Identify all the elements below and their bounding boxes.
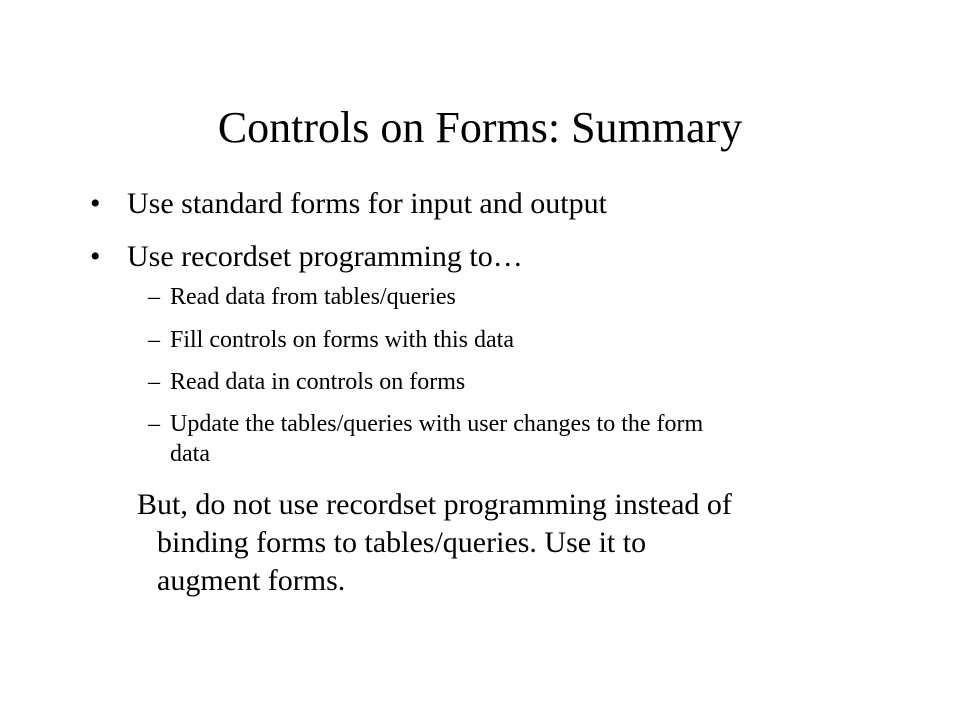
closing-note-line: But, do not use recordset programming instead of — [137, 488, 732, 521]
sub-bullet-continuation: data — [170, 441, 210, 467]
sub-bullet-text: Update the tables/queries with user changes to the form — [170, 411, 704, 437]
sub-bullet-mark: – — [148, 284, 160, 310]
sub-bullet-text: Read data from tables/queries — [170, 284, 456, 310]
sub-bullet-text: Fill controls on forms with this data — [170, 327, 514, 353]
sub-bullet-mark: – — [148, 411, 160, 437]
sub-bullet-mark: – — [148, 327, 160, 353]
bullet-text: Use recordset programming to… — [127, 240, 523, 273]
bullet-mark: • — [90, 240, 101, 273]
closing-note-line: binding forms to tables/queries. Use it to — [157, 526, 647, 559]
sub-bullet-mark: – — [148, 369, 160, 395]
sub-bullet-text: Read data in controls on forms — [170, 369, 466, 395]
bullet-text: Use standard forms for input and output — [127, 187, 607, 220]
slide-title: Controls on Forms: Summary — [217, 103, 743, 152]
closing-note-line: augment forms. — [157, 564, 346, 597]
bullet-mark: • — [90, 187, 101, 220]
